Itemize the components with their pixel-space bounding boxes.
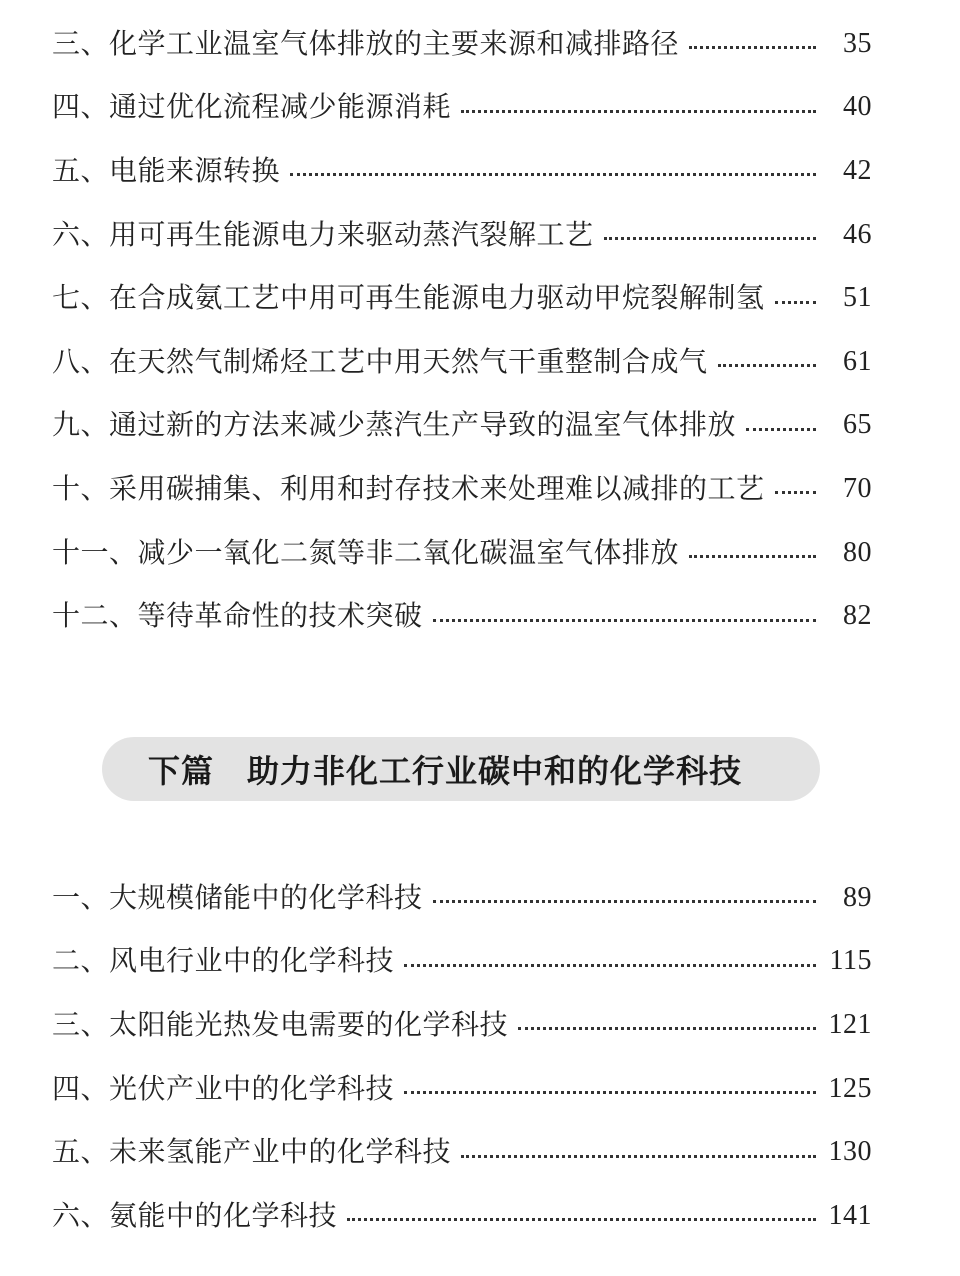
toc-leader-dots [775,491,816,494]
toc-entry-title: 五、未来氢能产业中的化学科技 [52,1135,452,1169]
section-heading: 下篇 助力非化工行业碳中和的化学科技 [148,752,743,790]
toc-leader-dots [404,1091,816,1094]
toc-entry-page: 130 [828,1136,872,1168]
toc-entry[interactable] [52,1120,872,1184]
toc-leader-dots [290,173,816,176]
toc-entry-page: 141 [828,1199,872,1231]
toc-entry-title: 六、氨能中的化学科技 [52,1198,338,1232]
toc-entry[interactable] [52,866,872,930]
toc-list-upper [52,12,872,648]
toc-entry-title: 四、通过优化流程减少能源消耗 [52,90,452,124]
toc-entry[interactable] [52,394,872,458]
toc-list-lower [52,866,872,1248]
toc-entry[interactable] [52,1057,872,1121]
toc-entry-page: 65 [843,409,872,441]
toc-entry[interactable] [52,139,872,203]
toc-entry-page: 61 [843,345,872,377]
toc-entry-page: 46 [843,218,872,250]
toc-entry[interactable] [52,1184,872,1248]
toc-leader-dots [461,1155,816,1158]
toc-entry-title: 十二、等待革命性的技术突破 [52,599,423,633]
toc-entry-page: 125 [828,1072,872,1104]
toc-leader-dots [433,619,816,622]
toc-entry[interactable] [52,76,872,140]
toc-entry-page: 82 [843,600,872,632]
toc-leader-dots [746,428,816,431]
toc-entry-title: 八、在天然气制烯烃工艺中用天然气干重整制合成气 [52,344,708,378]
toc-entry-page: 80 [843,536,872,568]
toc-entry[interactable] [52,203,872,267]
toc-entry-title: 五、电能来源转换 [52,153,281,187]
toc-leader-dots [347,1218,816,1221]
toc-leader-dots [604,237,816,240]
toc-entry-title: 七、在合成氨工艺中用可再生能源电力驱动甲烷裂解制氢 [52,281,765,315]
toc-entry[interactable] [52,12,872,76]
toc-entry[interactable] [52,584,872,648]
toc-leader-dots [689,555,816,558]
toc-entry[interactable] [52,521,872,585]
toc-entry-title: 四、光伏产业中的化学科技 [52,1071,395,1105]
toc-entry-title: 六、用可再生能源电力来驱动蒸汽裂解工艺 [52,217,594,251]
toc-leader-dots [461,110,816,113]
toc-leader-dots [689,46,816,49]
toc-entry-title: 十一、减少一氧化二氮等非二氧化碳温室气体排放 [52,535,680,569]
toc-entry-page: 51 [843,282,872,314]
toc-entry-title: 三、太阳能光热发电需要的化学科技 [52,1007,509,1041]
toc-entry-page: 35 [843,27,872,59]
toc-entry-page: 70 [843,472,872,504]
toc-entry-page: 121 [828,1008,872,1040]
toc-leader-dots [433,900,816,903]
toc-entry-title: 一、大规模储能中的化学科技 [52,880,423,914]
toc-leader-dots [718,364,816,367]
toc-entry-title: 九、通过新的方法来减少蒸汽生产导致的温室气体排放 [52,408,737,442]
toc-entry-page: 115 [829,945,872,977]
toc-entry-title: 十、采用碳捕集、利用和封存技术来处理难以减排的工艺 [52,471,765,505]
toc-entry-title: 二、风电行业中的化学科技 [52,944,395,978]
toc-entry-page: 42 [843,154,872,186]
toc-entry-title: 三、化学工业温室气体排放的主要来源和减排路径 [52,26,680,60]
toc-leader-dots [518,1027,816,1030]
toc-entry[interactable] [52,930,872,994]
toc-entry[interactable] [52,330,872,394]
toc-entry-page: 40 [843,91,872,123]
section-banner [102,737,820,801]
toc-entry[interactable] [52,457,872,521]
toc-entry[interactable] [52,266,872,330]
toc-entry[interactable] [52,993,872,1057]
toc-entry-page: 89 [843,881,872,913]
toc-leader-dots [404,964,816,967]
toc-leader-dots [775,301,816,304]
